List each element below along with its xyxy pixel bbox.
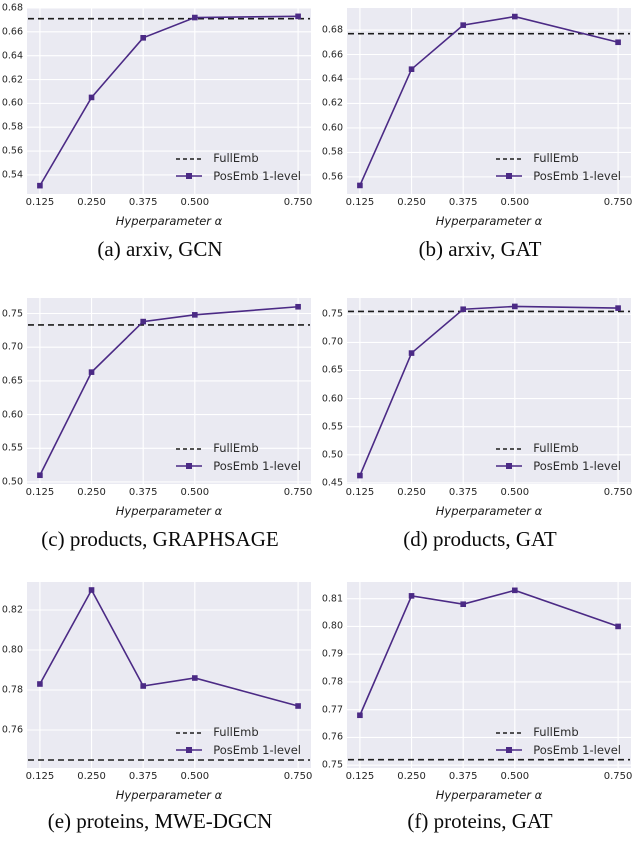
- data-point-marker: [37, 472, 43, 478]
- y-tick-label: 0.58: [321, 146, 343, 158]
- x-tick-label: 0.375: [128, 487, 158, 498]
- plot-area-e: [1, 582, 313, 782]
- x-tick-label: 0.375: [448, 197, 478, 208]
- legend-label-fullemb: FullEmb: [533, 151, 579, 165]
- subplot-b: [320, 0, 640, 292]
- legend-item-fullemb: [175, 727, 301, 739]
- y-tick-label: 0.78: [1, 684, 23, 696]
- y-tick-label: 0.50: [1, 476, 23, 488]
- x-tick-label: 0.750: [283, 197, 313, 208]
- data-point-marker: [192, 675, 198, 681]
- legend-label-fullemb: FullEmb: [533, 725, 579, 739]
- legend-label-fullemb: FullEmb: [213, 441, 259, 455]
- x-tick-label: 0.125: [345, 197, 375, 208]
- line-marker-sample-icon: [175, 171, 203, 181]
- plot-area-b: [321, 8, 633, 208]
- y-tick-label: 0.79: [321, 648, 343, 660]
- data-point-marker: [409, 593, 415, 599]
- x-axis-label: Hyperparameter α: [115, 788, 223, 802]
- data-point-marker: [512, 588, 518, 594]
- x-tick-label: 0.125: [25, 197, 55, 208]
- data-point-marker: [357, 183, 363, 189]
- data-point-marker: [295, 703, 301, 709]
- y-tick-label: 0.50: [321, 449, 343, 461]
- legend-label-posemb: PosEmb 1-level: [213, 458, 301, 473]
- dashed-line-sample-icon: [175, 154, 203, 164]
- y-tick-label: 0.54: [1, 169, 23, 181]
- x-tick-label: 0.375: [448, 771, 478, 782]
- data-point-marker: [409, 66, 415, 72]
- data-point-marker: [89, 95, 95, 101]
- y-tick-label: 0.55: [321, 420, 343, 432]
- posemb-line: [360, 590, 618, 715]
- subplot-a: [0, 0, 320, 292]
- data-point-marker: [512, 14, 518, 20]
- x-tick-label: 0.500: [180, 197, 210, 208]
- data-point-marker: [460, 601, 466, 607]
- legend-item-posemb: [495, 168, 621, 183]
- legend-label-posemb: PosEmb 1-level: [213, 168, 301, 183]
- y-tick-label: 0.75: [321, 759, 343, 771]
- y-tick-label: 0.75: [1, 307, 23, 319]
- data-point-marker: [409, 350, 415, 356]
- line-marker-sample-icon: [495, 171, 523, 181]
- legend-b: [495, 153, 621, 182]
- x-axis-label: Hyperparameter α: [435, 788, 543, 802]
- y-tick-label: 0.78: [321, 676, 343, 688]
- subplot-c: [0, 292, 320, 580]
- x-axis-label: Hyperparameter α: [435, 504, 543, 518]
- x-tick-label: 0.750: [603, 197, 633, 208]
- y-tick-label: 0.62: [321, 97, 343, 109]
- y-tick-label: 0.66: [1, 26, 23, 38]
- data-point-marker: [89, 587, 95, 593]
- x-tick-label: 0.750: [283, 487, 313, 498]
- x-tick-label: 0.375: [448, 487, 478, 498]
- y-tick-label: 0.80: [321, 620, 343, 632]
- plot-area-d: [321, 298, 633, 498]
- line-marker-sample-icon: [495, 745, 523, 755]
- x-tick-label: 0.125: [25, 771, 55, 782]
- legend-f: [495, 727, 621, 756]
- line-marker-sample-icon: [175, 745, 203, 755]
- legend-label-fullemb: FullEmb: [533, 441, 579, 455]
- data-point-marker: [357, 712, 363, 718]
- data-point-marker: [140, 319, 146, 325]
- legend-item-fullemb: [175, 443, 301, 455]
- y-tick-label: 0.68: [1, 2, 23, 14]
- y-tick-label: 0.82: [1, 604, 23, 616]
- data-point-marker: [460, 22, 466, 28]
- data-point-marker: [192, 15, 198, 21]
- data-point-marker: [512, 304, 518, 310]
- legend-e: [175, 727, 301, 756]
- data-point-marker: [192, 312, 198, 318]
- x-tick-label: 0.500: [500, 197, 530, 208]
- dashed-line-sample-icon: [175, 444, 203, 454]
- x-tick-label: 0.125: [345, 771, 375, 782]
- y-tick-label: 0.81: [321, 592, 343, 604]
- x-axis-label: Hyperparameter α: [115, 504, 223, 518]
- plot-area-f: [321, 582, 633, 782]
- subplot-e: [0, 580, 320, 844]
- y-tick-label: 0.45: [321, 477, 343, 489]
- x-tick-label: 0.500: [180, 771, 210, 782]
- legend-item-posemb: [175, 458, 301, 473]
- legend-item-posemb: [175, 742, 301, 757]
- legend-item-fullemb: [495, 727, 621, 739]
- y-tick-label: 0.64: [1, 49, 23, 61]
- legend-item-posemb: [495, 742, 621, 757]
- data-point-marker: [615, 305, 621, 311]
- subplot-caption: (a) arxiv, GCN: [97, 237, 223, 261]
- subplot-caption: (b) arxiv, GAT: [418, 237, 542, 261]
- x-tick-label: 0.500: [500, 487, 530, 498]
- x-tick-label: 0.125: [25, 487, 55, 498]
- y-tick-label: 0.76: [321, 731, 343, 743]
- y-tick-label: 0.77: [321, 703, 343, 715]
- data-point-marker: [615, 624, 621, 630]
- y-tick-label: 0.65: [321, 364, 343, 376]
- data-point-marker: [89, 369, 95, 375]
- legend-label-posemb: PosEmb 1-level: [533, 742, 621, 757]
- y-tick-label: 0.58: [1, 121, 23, 133]
- legend-d: [495, 443, 621, 472]
- data-point-marker: [37, 681, 43, 687]
- legend-item-posemb: [495, 458, 621, 473]
- legend-label-fullemb: FullEmb: [213, 151, 259, 165]
- y-tick-label: 0.60: [1, 408, 23, 420]
- line-marker-sample-icon: [495, 461, 523, 471]
- x-tick-label: 0.375: [128, 197, 158, 208]
- x-axis-label: Hyperparameter α: [435, 214, 543, 228]
- legend-label-posemb: PosEmb 1-level: [533, 458, 621, 473]
- data-point-marker: [37, 183, 43, 189]
- y-tick-label: 0.76: [1, 724, 23, 736]
- dashed-line-sample-icon: [175, 728, 203, 738]
- legend-item-fullemb: [495, 443, 621, 455]
- y-tick-label: 0.75: [321, 308, 343, 320]
- y-tick-label: 0.62: [1, 73, 23, 85]
- subplot-caption: (f) proteins, GAT: [407, 809, 553, 833]
- data-point-marker: [460, 306, 466, 312]
- subplot-caption: (e) proteins, MWE-DGCN: [47, 809, 273, 833]
- x-tick-label: 0.250: [397, 197, 426, 208]
- legend-item-fullemb: [175, 153, 301, 165]
- x-tick-label: 0.375: [128, 771, 158, 782]
- x-tick-label: 0.250: [77, 487, 106, 498]
- data-point-marker: [357, 473, 363, 479]
- legend-label-posemb: PosEmb 1-level: [533, 168, 621, 183]
- y-tick-label: 0.64: [321, 73, 343, 85]
- y-tick-label: 0.55: [1, 442, 23, 454]
- y-tick-label: 0.56: [1, 145, 23, 157]
- legend-item-fullemb: [495, 153, 621, 165]
- x-tick-label: 0.500: [500, 771, 530, 782]
- plot-area-c: [1, 298, 313, 498]
- y-tick-label: 0.70: [1, 341, 23, 353]
- dashed-line-sample-icon: [495, 728, 523, 738]
- data-point-marker: [140, 683, 146, 689]
- x-tick-label: 0.250: [397, 487, 426, 498]
- x-tick-label: 0.250: [397, 771, 426, 782]
- legend-label-fullemb: FullEmb: [213, 725, 259, 739]
- data-point-marker: [140, 35, 146, 41]
- y-tick-label: 0.65: [1, 375, 23, 387]
- subplot-caption: (d) products, GAT: [403, 527, 557, 551]
- x-tick-label: 0.750: [603, 487, 633, 498]
- y-tick-label: 0.66: [321, 48, 343, 60]
- x-tick-label: 0.250: [77, 197, 106, 208]
- subplot-caption: (c) products, GRAPHSAGE: [41, 527, 279, 551]
- x-tick-label: 0.125: [345, 487, 375, 498]
- x-tick-label: 0.750: [283, 771, 313, 782]
- y-tick-label: 0.60: [321, 122, 343, 134]
- posemb-line: [40, 590, 298, 706]
- legend-a: [175, 153, 301, 182]
- y-tick-label: 0.80: [1, 644, 23, 656]
- dashed-line-sample-icon: [495, 154, 523, 164]
- legend-c: [175, 443, 301, 472]
- dashed-line-sample-icon: [495, 444, 523, 454]
- x-axis-label: Hyperparameter α: [115, 214, 223, 228]
- line-marker-sample-icon: [175, 461, 203, 471]
- data-point-marker: [615, 39, 621, 45]
- subplot-d: [320, 292, 640, 580]
- x-tick-label: 0.750: [603, 771, 633, 782]
- subplot-f: [320, 580, 640, 844]
- data-point-marker: [295, 304, 301, 310]
- y-tick-label: 0.68: [321, 24, 343, 36]
- y-tick-label: 0.70: [321, 336, 343, 348]
- x-tick-label: 0.500: [180, 487, 210, 498]
- data-point-marker: [295, 14, 301, 20]
- y-tick-label: 0.60: [1, 97, 23, 109]
- y-tick-label: 0.56: [321, 171, 343, 183]
- y-tick-label: 0.60: [321, 392, 343, 404]
- legend-item-posemb: [175, 168, 301, 183]
- plot-area-a: [1, 2, 313, 208]
- legend-label-posemb: PosEmb 1-level: [213, 742, 301, 757]
- x-tick-label: 0.250: [77, 771, 106, 782]
